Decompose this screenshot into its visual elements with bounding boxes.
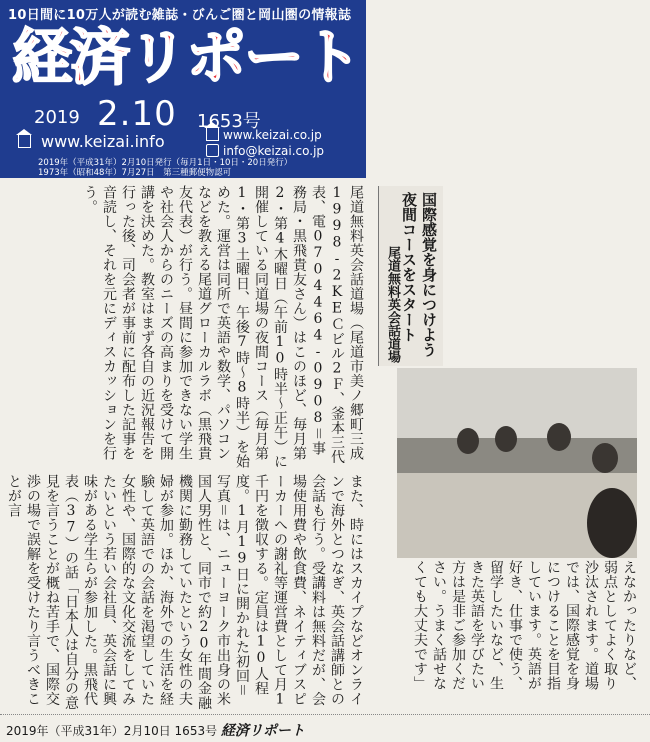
- article-column-lower: また、時にはスカイプなどオンラインで海外とつなぎ、英会話講師との会話も行う。受講料は無料だが、会場使用費や飲食費、ネイティブスピーカーへの謝礼等運営費として月1千円を徴収する。定員は10人程度。1月19日に開かれた初回＝写真＝は、ニューヨーク市出身の米国人男性と、同市で約20年間金融機関に勤務していたという女性の夫婦が参加。ほか、海外での生活を経験して英語での会話を渇望していた女性や、国際的な文化交流をしてみたいという若い会社員、英会話に興味がある学生らが参加した。黒飛代表（37）の話「日本人は自分の意見を言うことが概ね苦手で、国際交渉の場で誤解を受けたり言うべきことが言: [6, 474, 364, 710]
- website-left-text[interactable]: www.keizai.info: [41, 132, 165, 151]
- footer-magazine-name: 経済リポート: [220, 723, 305, 739]
- photo-person: [495, 426, 517, 452]
- home-icon: [206, 128, 219, 141]
- issue-number: 1653号: [197, 111, 261, 132]
- issue-year: 2019: [34, 107, 80, 128]
- article-column-right: えなかったりなど、弱点としてよく取り沙汰されます。道場では、国際感覚を身につけることを目指しています。英語が好き、仕事で使う、留学したいなど、生きた英語を学びたい方は是非ご参加ください。うまく話せなくても大丈夫です」: [412, 560, 637, 691]
- photo-wall: [397, 368, 637, 438]
- pub-line-2: 1973年（昭和48年）7月27日 第三種郵便物認可: [38, 168, 232, 178]
- article-byline: 尾道無料英会話道場: [385, 246, 400, 363]
- masthead-tagline: 10日間に10万人が読む雑誌・びんご圏と岡山圏の情報誌: [8, 8, 352, 23]
- email-text[interactable]: info@keizai.co.jp: [223, 144, 325, 158]
- photo-person: [547, 423, 571, 451]
- page-footer: [6, 720, 305, 740]
- pub-line-1: 2019年（平成31年）2月10日発行（毎月1日・10日・20日発行）: [38, 158, 293, 168]
- footer-divider: [0, 714, 650, 716]
- photo-person: [587, 488, 637, 558]
- email-link[interactable]: [206, 143, 324, 159]
- website-right-text[interactable]: www.keizai.co.jp: [223, 128, 322, 142]
- photo-person: [592, 443, 618, 473]
- footer-date: 2019年（平成31年）2月10日: [6, 724, 171, 738]
- footer-issue: 1653号: [174, 724, 218, 738]
- article-headline: 国際感覚を身につけよう 夜間コースをスタート: [400, 192, 438, 357]
- home-icon: [18, 135, 31, 148]
- photo-person: [457, 428, 479, 454]
- masthead: [0, 0, 366, 178]
- meeting-photo: [397, 368, 637, 554]
- headline-box: [378, 186, 443, 366]
- issue-date: 2.10: [97, 94, 177, 134]
- magazine-title: 経済リポート: [12, 23, 360, 93]
- publication-info: [38, 158, 292, 178]
- contact-block: [206, 127, 324, 159]
- website-right[interactable]: [206, 127, 324, 143]
- article-column-upper: 尾道無料英会話道場（尾道市美ノ郷町三成1998‐2KEＣビル2Ｆ、釜本三代表、電0704464‐0908＝事務局・黒飛貴友さん）はこのほど、毎月第2・第4木曜日（午前10時半〜正午）に開催している同道場の夜間コース（毎月第1・第3土曜日、午後7時〜8時半）を始めた。運営は同所で英語や数学、パソコンなどを教える尾道グローカルラボ（黒飛貴友代表）が行う。昼間に参加できない学生や社会人からのニーズの高まりを受けて開講を決めた。教室はまず各自の近況報告を行った後、司会者が事前に配布した記事を音読し、それを元にディスカッションを行う。: [82, 185, 364, 469]
- mail-icon: [206, 144, 219, 157]
- website-left[interactable]: [18, 132, 165, 151]
